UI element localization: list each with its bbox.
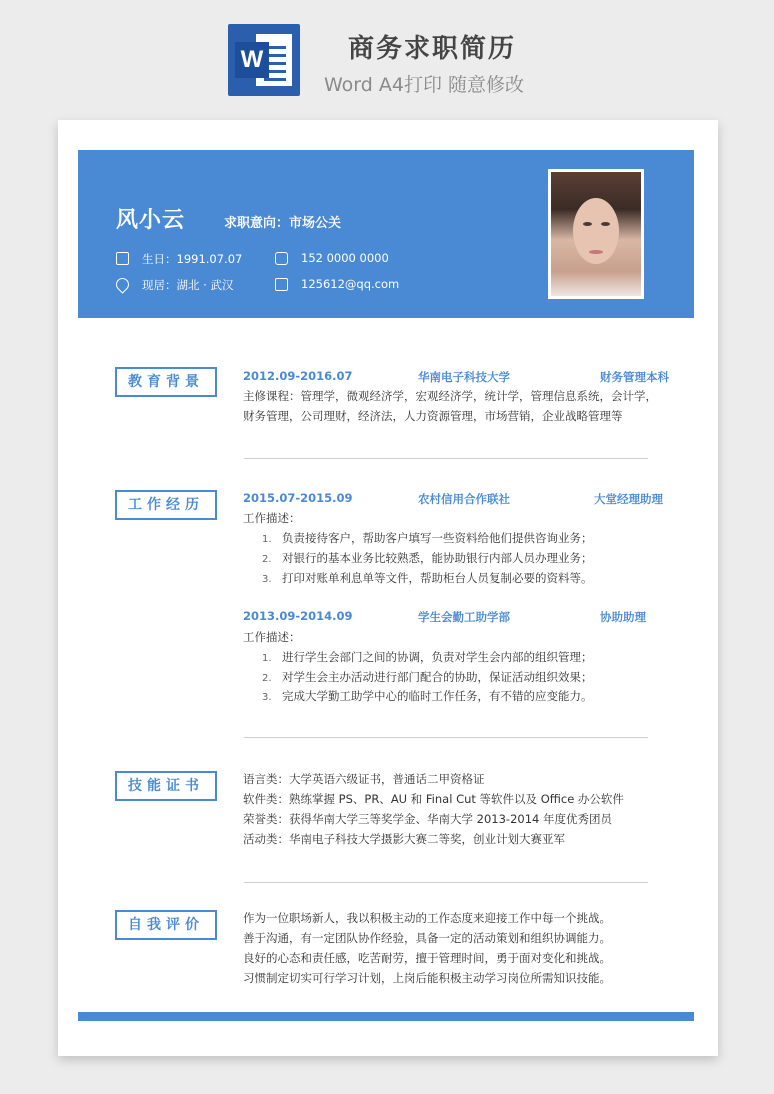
- job-desc-label: 工作描述：: [243, 511, 301, 525]
- phone-text: 152 0000 0000: [301, 251, 389, 265]
- job-org: 学生会勤工助学部: [418, 610, 510, 624]
- phone-icon: [275, 252, 288, 265]
- job-role: 协助助理: [600, 610, 646, 624]
- skill-line: 语言类：大学英语六级证书，普通话二甲资格证: [243, 772, 485, 786]
- education-line: 主修课程：管理学，微观经济学，宏观经济学，统计学，管理信息系统，会计学，: [243, 389, 657, 403]
- education-section-label: 教育背景: [115, 367, 217, 397]
- skill-line: 软件类：熟练掌握 PS、PR、AU 和 Final Cut 等软件以及 Office 办公软件: [243, 792, 624, 806]
- email-text: 125612@qq.com: [301, 277, 400, 291]
- job-period: 2015.07-2015.09: [243, 491, 353, 505]
- education-line: 财务管理，公司理财，经济法，人力资源管理，市场营销，企业战略管理等: [243, 409, 623, 423]
- profile-photo: [548, 169, 644, 299]
- job-role: 大堂经理助理: [594, 492, 663, 506]
- banner-title: 商务求职简历: [348, 34, 517, 64]
- email-icon: [275, 278, 288, 291]
- education-period: 2012.09-2016.07: [243, 369, 353, 383]
- self-eval-section-label: 自我评价: [115, 910, 217, 940]
- work-section-label: 工作经历: [115, 490, 217, 520]
- resume-page: [58, 120, 718, 1056]
- list-item: 3. 打印对账单利息单等文件，帮助柜台人员复制必要的资料等。: [262, 571, 593, 585]
- job-intent: 求职意向：市场公关: [224, 216, 342, 231]
- profile-name: 风小云: [116, 208, 186, 233]
- list-item: 2. 对学生会主办活动进行部门配合的协助，保证活动组织效果；: [262, 670, 593, 684]
- birthday-text: 生日：1991.07.07: [142, 252, 243, 266]
- skill-line: 荣誉类：获得华南大学三等奖学金、华南大学 2013-2014 年度优秀团员: [243, 812, 612, 826]
- word-logo-letter: W: [235, 42, 269, 78]
- job-period: 2013.09-2014.09: [243, 609, 353, 623]
- divider: [244, 882, 648, 883]
- location-text: 现居：湖北 · 武汉: [142, 278, 234, 292]
- job-desc-label: 工作描述：: [243, 630, 301, 644]
- divider: [244, 458, 648, 459]
- skill-line: 活动类：华南电子科技大学摄影大赛二等奖，创业计划大赛亚军: [243, 832, 565, 846]
- location-icon: [113, 275, 131, 293]
- divider: [244, 737, 648, 738]
- skills-section-label: 技能证书: [115, 771, 217, 801]
- education-degree: 财务管理本科: [600, 370, 669, 384]
- self-eval-line: 作为一位职场新人，我以积极主动的工作态度来迎接工作中每一个挑战。: [243, 911, 611, 925]
- self-eval-line: 善于沟通，有一定团队协作经验，具备一定的活动策划和组织协调能力。: [243, 931, 611, 945]
- list-item: 1. 负责接待客户，帮助客户填写一些资料给他们提供咨询业务；: [262, 531, 593, 545]
- list-item: 2. 对银行的基本业务比较熟悉，能协助银行内部人员办理业务；: [262, 551, 593, 565]
- self-eval-line: 习惯制定切实可行学习计划，上岗后能积极主动学习岗位所需知识技能。: [243, 971, 611, 985]
- job-org: 农村信用合作联社: [418, 492, 510, 506]
- word-logo-icon: [228, 24, 300, 96]
- self-eval-line: 良好的心态和责任感，吃苦耐劳，擅于管理时间，勇于面对变化和挑战。: [243, 951, 611, 965]
- banner-subtitle: Word A4打印 随意修改: [324, 74, 525, 96]
- footer-bar: [78, 1012, 694, 1021]
- calendar-icon: [116, 252, 129, 265]
- list-item: 1. 进行学生会部门之间的协调，负责对学生会内部的组织管理；: [262, 650, 593, 664]
- profile-header: [78, 150, 694, 318]
- education-school: 华南电子科技大学: [418, 370, 510, 384]
- list-item: 3. 完成大学勤工助学中心的临时工作任务，有不错的应变能力。: [262, 689, 593, 703]
